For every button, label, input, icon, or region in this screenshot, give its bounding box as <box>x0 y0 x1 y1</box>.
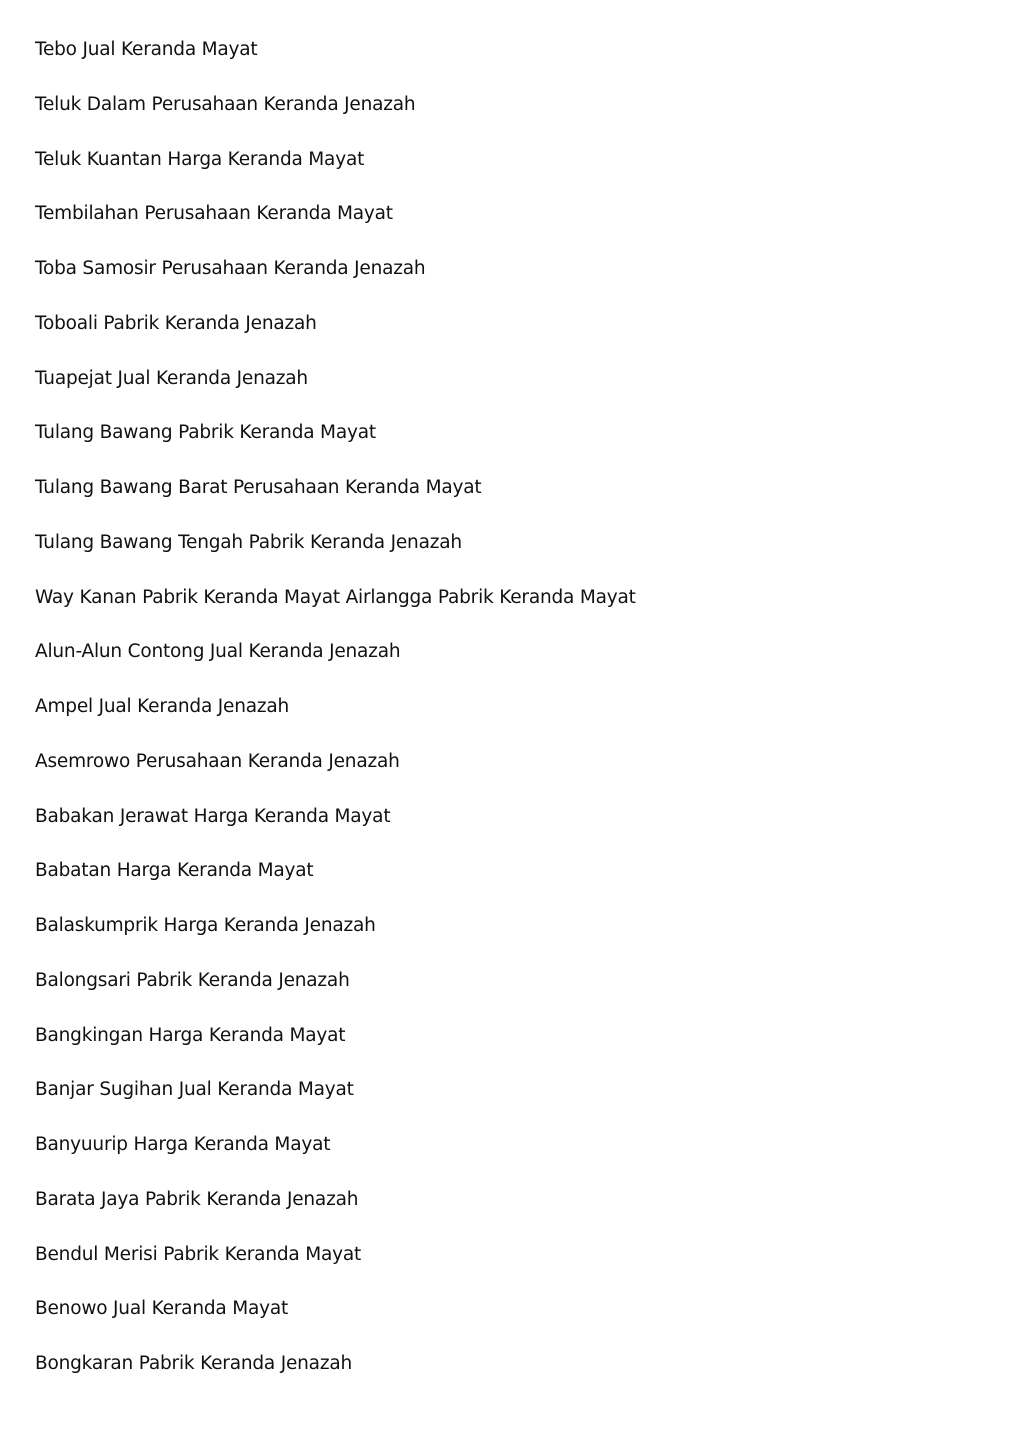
text-line: Bendul Merisi Pabrik Keranda Mayat <box>35 1243 362 1265</box>
text-line: Tulang Bawang Pabrik Keranda Mayat <box>35 422 376 444</box>
text-line: Alun-Alun Contong Jual Keranda Jenazah <box>35 641 401 663</box>
text-line: Ampel Jual Keranda Jenazah <box>35 696 290 717</box>
text-line: Bangkingan Harga Keranda Mayat <box>35 1024 346 1046</box>
text-line: Benowo Jual Keranda Mayat <box>35 1298 289 1320</box>
text-line: Tuapejat Jual Keranda Jenazah <box>35 367 308 389</box>
text-line: Balaskumprik Harga Keranda Jenazah <box>35 915 376 936</box>
text-line: Asemrowo Perusahaan Keranda Jenazah <box>35 750 400 772</box>
text-line: Bongkaran Pabrik Keranda Jenazah <box>35 1353 352 1374</box>
text-line: Tulang Bawang Tengah Pabrik Keranda Jenazah <box>35 531 462 553</box>
text-line: Barata Jaya Pabrik Keranda Jenazah <box>35 1188 359 1210</box>
text-line: Tulang Bawang Barat Perusahaan Keranda Mayat <box>35 477 482 498</box>
text-line: Balongsari Pabrik Keranda Jenazah <box>35 969 350 991</box>
text-line: Tebo Jual Keranda Mayat <box>35 39 258 60</box>
text-line: Toboali Pabrik Keranda Jenazah <box>35 312 317 334</box>
text-line: Toba Samosir Perusahaan Keranda Jenazah <box>35 258 426 279</box>
text-line: Babakan Jerawat Harga Keranda Mayat <box>35 805 391 827</box>
text-line: Teluk Dalam Perusahaan Keranda Jenazah <box>35 93 416 115</box>
text-line: Tembilahan Perusahaan Keranda Mayat <box>35 203 393 225</box>
text-line: Banjar Sugihan Jual Keranda Mayat <box>35 1079 354 1101</box>
text-line-list <box>35 36 995 1405</box>
text-line: Teluk Kuantan Harga Keranda Mayat <box>35 148 365 170</box>
text-line: Banyuurip Harga Keranda Mayat <box>35 1134 331 1155</box>
text-line: Way Kanan Pabrik Keranda Mayat Airlangga Pabrik Keranda Mayat <box>35 586 636 608</box>
text-line: Babatan Harga Keranda Mayat <box>35 860 314 882</box>
